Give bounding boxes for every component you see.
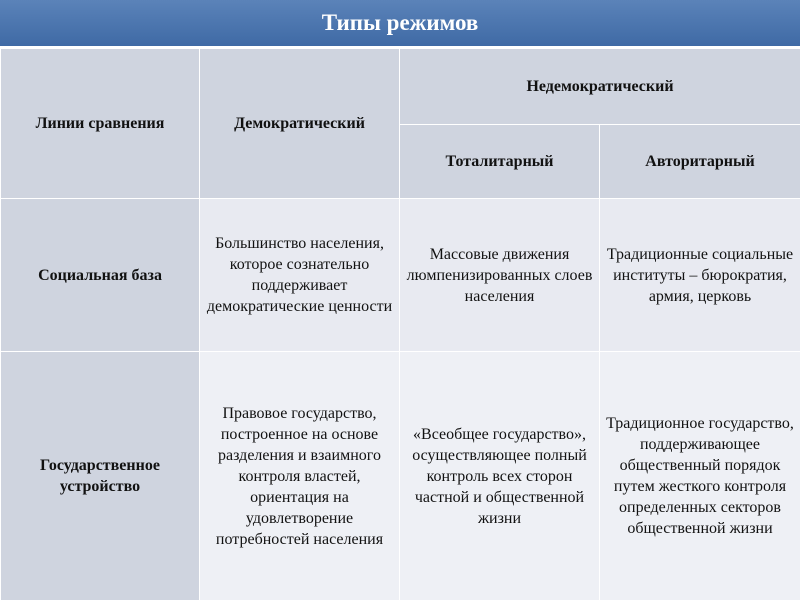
row-label-state-structure: Государственное устройство bbox=[1, 352, 200, 600]
cell-social-totalitarian: Массовые движения люмпенизированных слоев населения bbox=[400, 199, 600, 352]
header-nondemocratic: Недемократический bbox=[400, 49, 800, 125]
cell-state-totalitarian: «Всеобщее государство», осуществляющее полный контроль всех сторон частной и общественной жизни bbox=[400, 352, 600, 600]
row-label-social-base: Социальная база bbox=[1, 199, 200, 352]
table-row bbox=[1, 199, 800, 352]
header-compare: Линии сравнения bbox=[1, 49, 200, 199]
header-totalitarian: Тоталитарный bbox=[400, 125, 600, 199]
slide-title: Типы режимов bbox=[0, 0, 800, 48]
cell-state-authoritarian: Традиционное государство, поддерживающее общественный порядок путем жесткого контроля определенных секторов общественной жизни bbox=[600, 352, 800, 600]
cell-social-authoritarian: Традиционные социальные институты – бюрократия, армия, церковь bbox=[600, 199, 800, 352]
header-authoritarian: Авторитарный bbox=[600, 125, 800, 199]
cell-social-democratic: Большинство населения, которое сознательно поддерживает демократические ценности bbox=[200, 199, 400, 352]
regimes-table bbox=[0, 48, 800, 600]
table-row bbox=[1, 352, 800, 600]
cell-state-democratic: Правовое государство, построенное на основе разделения и взаимного контроля властей, ориентация на удовлетворение потребностей населения bbox=[200, 352, 400, 600]
header-democratic: Демократический bbox=[200, 49, 400, 199]
